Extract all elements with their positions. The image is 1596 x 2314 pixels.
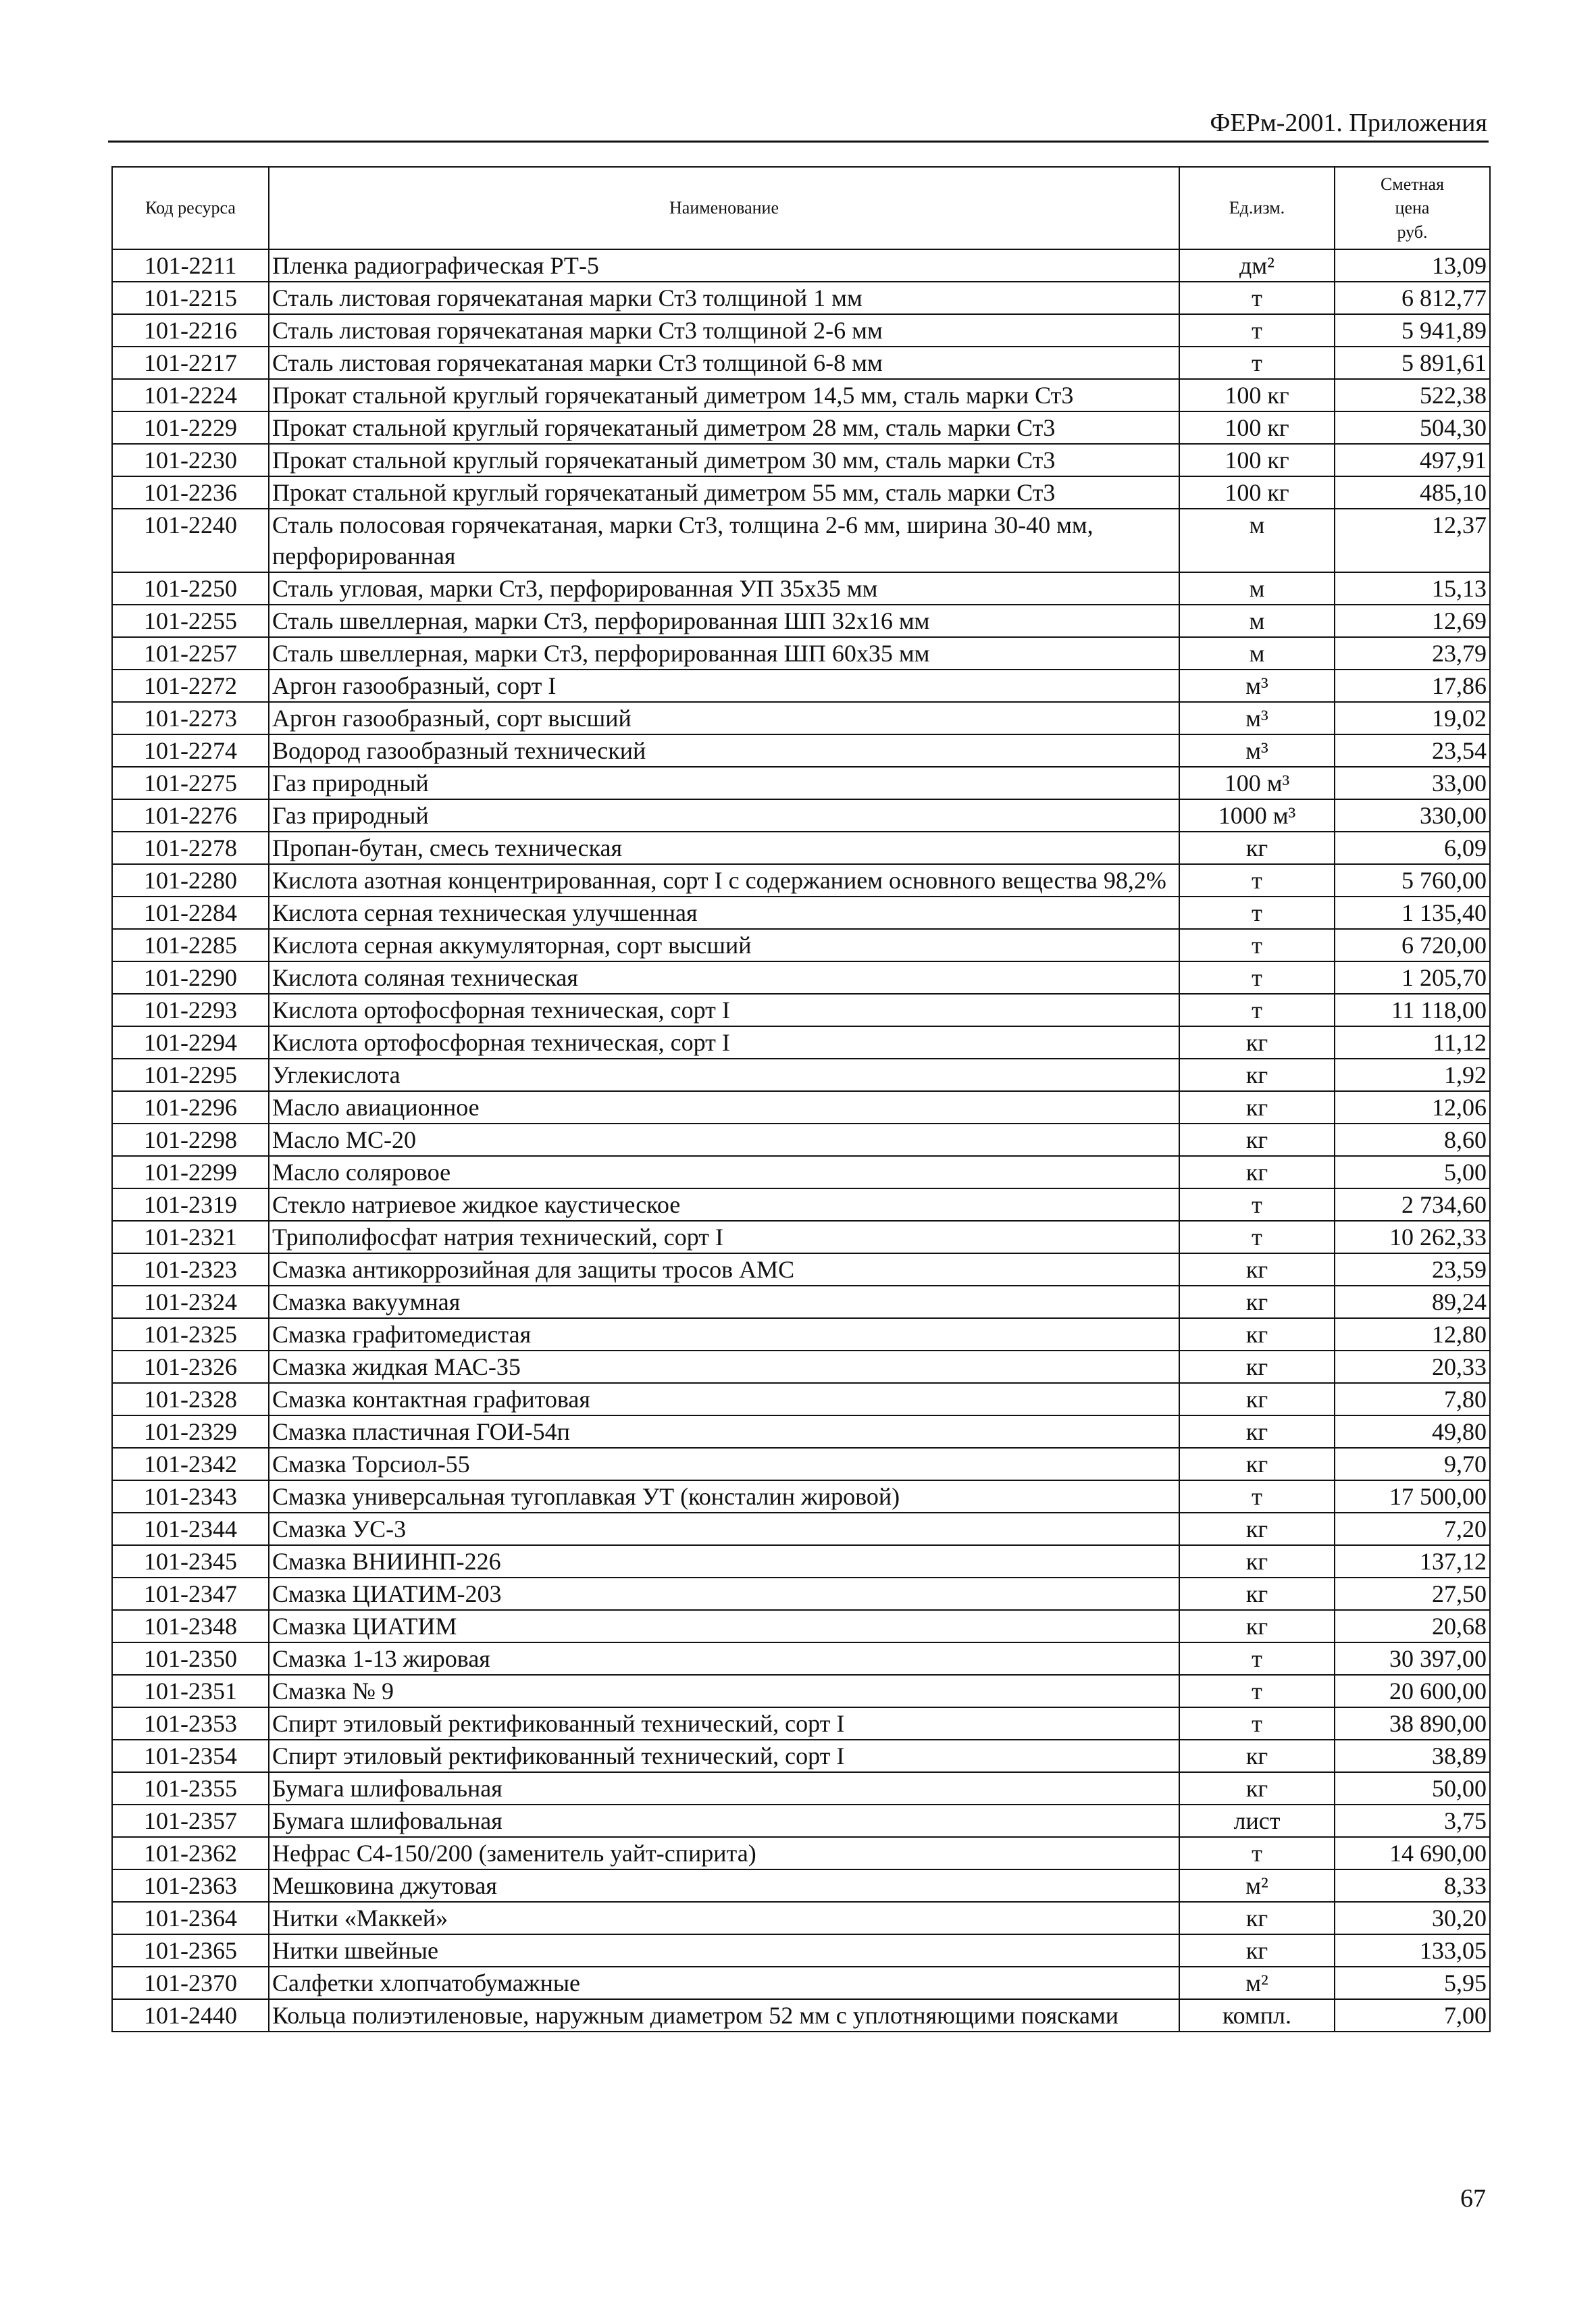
cell-unit: м²: [1179, 1967, 1335, 1999]
table-row: [112, 1091, 1490, 1124]
cell-unit: м: [1179, 572, 1335, 605]
table-row: [112, 1286, 1490, 1318]
table-row: [112, 1059, 1490, 1091]
table-row: [112, 1448, 1490, 1480]
price-header-line1: Сметная: [1380, 174, 1445, 195]
cell-name: Сталь полосовая горячекатаная, марки Ст3, толщина 2-6 мм, ширина 30-40 мм, перфорированная: [269, 509, 1179, 572]
table-row: [112, 1156, 1490, 1188]
table-row: [112, 832, 1490, 864]
table-row: [112, 702, 1490, 734]
cell-price: 20,68: [1335, 1610, 1490, 1642]
cell-price: 13,09: [1335, 249, 1490, 282]
cell-unit: т: [1179, 1707, 1335, 1740]
table-row: [112, 1351, 1490, 1383]
cell-code: 101-2255: [112, 605, 269, 637]
cell-price: 1,92: [1335, 1059, 1490, 1091]
table-row: [112, 347, 1490, 379]
cell-price: 6 812,77: [1335, 282, 1490, 314]
cell-price: 23,79: [1335, 637, 1490, 670]
cell-price: 485,10: [1335, 476, 1490, 509]
table-row: [112, 1837, 1490, 1869]
table-row: [112, 734, 1490, 767]
cell-price: 11 118,00: [1335, 994, 1490, 1026]
cell-unit: кг: [1179, 1415, 1335, 1448]
cell-price: 137,12: [1335, 1545, 1490, 1578]
cell-code: 101-2345: [112, 1545, 269, 1578]
table-row: [112, 444, 1490, 476]
cell-price: 133,05: [1335, 1934, 1490, 1967]
cell-code: 101-2250: [112, 572, 269, 605]
table-row: [112, 994, 1490, 1026]
cell-code: 101-2343: [112, 1480, 269, 1513]
cell-unit: м²: [1179, 1869, 1335, 1902]
cell-code: 101-2230: [112, 444, 269, 476]
table-row: [112, 1707, 1490, 1740]
cell-code: 101-2272: [112, 670, 269, 702]
cell-unit: т: [1179, 994, 1335, 1026]
cell-name: Смазка вакуумная: [269, 1286, 1179, 1318]
cell-price: 5,00: [1335, 1156, 1490, 1188]
cell-price: 7,20: [1335, 1513, 1490, 1545]
cell-price: 20 600,00: [1335, 1675, 1490, 1707]
cell-price: 3,75: [1335, 1805, 1490, 1837]
cell-unit: лист: [1179, 1805, 1335, 1837]
cell-unit: т: [1179, 1642, 1335, 1675]
table-row: [112, 249, 1490, 282]
cell-price: 1 205,70: [1335, 961, 1490, 994]
cell-name: Кислота соляная техническая: [269, 961, 1179, 994]
cell-name: Масло соляровое: [269, 1156, 1179, 1188]
cell-unit: т: [1179, 282, 1335, 314]
cell-name: Пропан-бутан, смесь техническая: [269, 832, 1179, 864]
cell-code: 101-2240: [112, 509, 269, 572]
cell-price: 5 941,89: [1335, 314, 1490, 347]
cell-code: 101-2294: [112, 1026, 269, 1059]
cell-name: Бумага шлифовальная: [269, 1772, 1179, 1805]
cell-code: 101-2274: [112, 734, 269, 767]
cell-name: Стекло натриевое жидкое каустическое: [269, 1188, 1179, 1221]
cell-name: Смазка ВНИИНП-226: [269, 1545, 1179, 1578]
cell-price: 23,54: [1335, 734, 1490, 767]
column-header-unit: Ед.изм.: [1179, 167, 1335, 249]
cell-code: 101-2284: [112, 897, 269, 929]
cell-code: 101-2290: [112, 961, 269, 994]
cell-unit: 100 м³: [1179, 767, 1335, 799]
cell-code: 101-2325: [112, 1318, 269, 1351]
cell-code: 101-2363: [112, 1869, 269, 1902]
cell-unit: кг: [1179, 1026, 1335, 1059]
cell-unit: т: [1179, 929, 1335, 961]
cell-price: 12,80: [1335, 1318, 1490, 1351]
table-header: [112, 167, 1490, 249]
cell-code: 101-2295: [112, 1059, 269, 1091]
table-row: [112, 1545, 1490, 1578]
cell-name: Сталь листовая горячекатаная марки Ст3 толщиной 6-8 мм: [269, 347, 1179, 379]
cell-unit: кг: [1179, 1383, 1335, 1415]
cell-name: Сталь листовая горячекатаная марки Ст3 толщиной 2-6 мм: [269, 314, 1179, 347]
cell-code: 101-2328: [112, 1383, 269, 1415]
cell-price: 330,00: [1335, 799, 1490, 832]
cell-unit: т: [1179, 1188, 1335, 1221]
cell-name: Сталь листовая горячекатаная марки Ст3 толщиной 1 мм: [269, 282, 1179, 314]
cell-price: 497,91: [1335, 444, 1490, 476]
cell-unit: м³: [1179, 734, 1335, 767]
cell-unit: м³: [1179, 702, 1335, 734]
price-header-line3: руб.: [1397, 222, 1428, 242]
cell-unit: кг: [1179, 1448, 1335, 1480]
cell-unit: кг: [1179, 1578, 1335, 1610]
table-row: [112, 1124, 1490, 1156]
cell-name: Сталь швеллерная, марки Ст3, перфорированная ШП 60х35 мм: [269, 637, 1179, 670]
cell-code: 101-2217: [112, 347, 269, 379]
table-row: [112, 1610, 1490, 1642]
cell-price: 5 891,61: [1335, 347, 1490, 379]
cell-unit: дм²: [1179, 249, 1335, 282]
cell-name: Газ природный: [269, 767, 1179, 799]
page-header-title: ФЕРм-2001. Приложения: [1210, 109, 1487, 137]
table-row: [112, 1642, 1490, 1675]
cell-unit: кг: [1179, 1772, 1335, 1805]
cell-code: 101-2211: [112, 249, 269, 282]
table-row: [112, 1967, 1490, 1999]
table-row: [112, 1188, 1490, 1221]
cell-price: 49,80: [1335, 1415, 1490, 1448]
cell-code: 101-2344: [112, 1513, 269, 1545]
table-row: [112, 1513, 1490, 1545]
cell-name: Кислота серная аккумуляторная, сорт высший: [269, 929, 1179, 961]
cell-unit: т: [1179, 961, 1335, 994]
cell-price: 10 262,33: [1335, 1221, 1490, 1253]
cell-price: 38,89: [1335, 1740, 1490, 1772]
cell-unit: кг: [1179, 1059, 1335, 1091]
cell-name: Нитки «Маккей»: [269, 1902, 1179, 1934]
cell-name: Аргон газообразный, сорт I: [269, 670, 1179, 702]
cell-price: 6,09: [1335, 832, 1490, 864]
cell-unit: кг: [1179, 1610, 1335, 1642]
cell-name: Прокат стальной круглый горячекатаный диметром 30 мм, сталь марки Ст3: [269, 444, 1179, 476]
table-row: [112, 1772, 1490, 1805]
cell-unit: т: [1179, 347, 1335, 379]
cell-unit: т: [1179, 314, 1335, 347]
cell-name: Прокат стальной круглый горячекатаный диметром 28 мм, сталь марки Ст3: [269, 411, 1179, 444]
cell-code: 101-2354: [112, 1740, 269, 1772]
cell-code: 101-2236: [112, 476, 269, 509]
cell-unit: кг: [1179, 1740, 1335, 1772]
header-divider: [108, 141, 1489, 143]
cell-name: Кислота серная техническая улучшенная: [269, 897, 1179, 929]
cell-price: 89,24: [1335, 1286, 1490, 1318]
cell-unit: 100 кг: [1179, 476, 1335, 509]
cell-name: Кислота ортофосфорная техническая, сорт I: [269, 994, 1179, 1026]
cell-code: 101-2324: [112, 1286, 269, 1318]
cell-code: 101-2224: [112, 379, 269, 411]
table-row: [112, 1675, 1490, 1707]
cell-name: Смазка Торсиол-55: [269, 1448, 1179, 1480]
table-row: [112, 509, 1490, 572]
cell-name: Газ природный: [269, 799, 1179, 832]
column-header-price: [1335, 167, 1490, 249]
cell-unit: кг: [1179, 1253, 1335, 1286]
cell-unit: 100 кг: [1179, 411, 1335, 444]
cell-code: 101-2296: [112, 1091, 269, 1124]
table-row: [112, 670, 1490, 702]
table-row: [112, 799, 1490, 832]
table-row: [112, 1902, 1490, 1934]
cell-price: 27,50: [1335, 1578, 1490, 1610]
cell-code: 101-2351: [112, 1675, 269, 1707]
cell-price: 504,30: [1335, 411, 1490, 444]
cell-name: Смазка антикоррозийная для защиты тросов АМС: [269, 1253, 1179, 1286]
cell-name: Углекислота: [269, 1059, 1179, 1091]
cell-name: Смазка пластичная ГОИ-54п: [269, 1415, 1179, 1448]
cell-name: Бумага шлифовальная: [269, 1805, 1179, 1837]
cell-code: 101-2353: [112, 1707, 269, 1740]
cell-unit: кг: [1179, 1351, 1335, 1383]
cell-name: Смазка ЦИАТИМ-203: [269, 1578, 1179, 1610]
table-row: [112, 1805, 1490, 1837]
cell-code: 101-2298: [112, 1124, 269, 1156]
cell-code: 101-2293: [112, 994, 269, 1026]
cell-code: 101-2326: [112, 1351, 269, 1383]
cell-name: Смазка ЦИАТИМ: [269, 1610, 1179, 1642]
table-row: [112, 1221, 1490, 1253]
cell-unit: кг: [1179, 1545, 1335, 1578]
cell-price: 2 734,60: [1335, 1188, 1490, 1221]
cell-price: 11,12: [1335, 1026, 1490, 1059]
cell-name: Спирт этиловый ректификованный технический, сорт I: [269, 1740, 1179, 1772]
cell-name: Кислота ортофосфорная техническая, сорт I: [269, 1026, 1179, 1059]
cell-code: 101-2329: [112, 1415, 269, 1448]
cell-code: 101-2276: [112, 799, 269, 832]
cell-unit: т: [1179, 864, 1335, 897]
cell-code: 101-2229: [112, 411, 269, 444]
cell-name: Мешковина джутовая: [269, 1869, 1179, 1902]
cell-code: 101-2216: [112, 314, 269, 347]
table-row: [112, 605, 1490, 637]
column-header-code: Код ресурса: [112, 167, 269, 249]
cell-price: 33,00: [1335, 767, 1490, 799]
cell-code: 101-2299: [112, 1156, 269, 1188]
cell-unit: 1000 м³: [1179, 799, 1335, 832]
cell-unit: м: [1179, 605, 1335, 637]
cell-unit: кг: [1179, 1124, 1335, 1156]
cell-name: Смазка УС-3: [269, 1513, 1179, 1545]
cell-price: 38 890,00: [1335, 1707, 1490, 1740]
cell-code: 101-2273: [112, 702, 269, 734]
cell-price: 19,02: [1335, 702, 1490, 734]
cell-price: 50,00: [1335, 1772, 1490, 1805]
cell-name: Масло авиационное: [269, 1091, 1179, 1124]
cell-price: 12,69: [1335, 605, 1490, 637]
cell-price: 23,59: [1335, 1253, 1490, 1286]
cell-name: Смазка графитомедистая: [269, 1318, 1179, 1351]
table-header-row: [112, 167, 1490, 249]
cell-unit: м: [1179, 637, 1335, 670]
cell-code: 101-2370: [112, 1967, 269, 1999]
cell-price: 17,86: [1335, 670, 1490, 702]
cell-unit: кг: [1179, 1318, 1335, 1351]
cell-code: 101-2348: [112, 1610, 269, 1642]
price-header-line2: цена: [1395, 198, 1430, 218]
table-row: [112, 637, 1490, 670]
cell-name: Салфетки хлопчатобумажные: [269, 1967, 1179, 1999]
cell-unit: т: [1179, 1675, 1335, 1707]
cell-price: 522,38: [1335, 379, 1490, 411]
table-body: [112, 249, 1490, 2032]
cell-code: 101-2342: [112, 1448, 269, 1480]
cell-code: 101-2355: [112, 1772, 269, 1805]
cell-name: Нитки швейные: [269, 1934, 1179, 1967]
table-row: [112, 897, 1490, 929]
cell-name: Смазка 1-13 жировая: [269, 1642, 1179, 1675]
cell-price: 6 720,00: [1335, 929, 1490, 961]
cell-unit: кг: [1179, 1513, 1335, 1545]
cell-name: Сталь швеллерная, марки Ст3, перфорированная ШП 32х16 мм: [269, 605, 1179, 637]
table-row: [112, 572, 1490, 605]
table-row: [112, 1318, 1490, 1351]
table-row: [112, 1383, 1490, 1415]
cell-unit: кг: [1179, 1156, 1335, 1188]
table-row: [112, 1740, 1490, 1772]
cell-price: 5 760,00: [1335, 864, 1490, 897]
cell-name: Кольца полиэтиленовые, наружным диаметром 52 мм с уплотняющими поясками: [269, 1999, 1179, 2032]
cell-unit: м: [1179, 509, 1335, 572]
cell-name: Сталь угловая, марки Ст3, перфорированная УП 35х35 мм: [269, 572, 1179, 605]
table-row: [112, 1480, 1490, 1513]
cell-code: 101-2365: [112, 1934, 269, 1967]
table-row: [112, 767, 1490, 799]
table-row: [112, 314, 1490, 347]
cell-unit: кг: [1179, 832, 1335, 864]
cell-price: 9,70: [1335, 1448, 1490, 1480]
cell-unit: кг: [1179, 1902, 1335, 1934]
cell-code: 101-2215: [112, 282, 269, 314]
cell-unit: т: [1179, 1480, 1335, 1513]
cell-code: 101-2280: [112, 864, 269, 897]
cell-price: 8,60: [1335, 1124, 1490, 1156]
resource-price-table: [111, 166, 1491, 2032]
cell-price: 12,37: [1335, 509, 1490, 572]
table-row: [112, 1415, 1490, 1448]
cell-code: 101-2362: [112, 1837, 269, 1869]
cell-code: 101-2319: [112, 1188, 269, 1221]
cell-price: 30 397,00: [1335, 1642, 1490, 1675]
cell-unit: кг: [1179, 1934, 1335, 1967]
cell-name: Спирт этиловый ректификованный технический, сорт I: [269, 1707, 1179, 1740]
cell-name: Водород газообразный технический: [269, 734, 1179, 767]
cell-unit: кг: [1179, 1286, 1335, 1318]
table-row: [112, 1253, 1490, 1286]
cell-unit: 100 кг: [1179, 379, 1335, 411]
table-row: [112, 379, 1490, 411]
cell-code: 101-2323: [112, 1253, 269, 1286]
cell-code: 101-2285: [112, 929, 269, 961]
cell-price: 17 500,00: [1335, 1480, 1490, 1513]
cell-name: Смазка контактная графитовая: [269, 1383, 1179, 1415]
cell-code: 101-2350: [112, 1642, 269, 1675]
cell-code: 101-2278: [112, 832, 269, 864]
cell-price: 8,33: [1335, 1869, 1490, 1902]
table-row: [112, 929, 1490, 961]
cell-price: 5,95: [1335, 1967, 1490, 1999]
table-row: [112, 1578, 1490, 1610]
table-row: [112, 282, 1490, 314]
cell-code: 101-2440: [112, 1999, 269, 2032]
cell-price: 7,00: [1335, 1999, 1490, 2032]
cell-code: 101-2275: [112, 767, 269, 799]
cell-price: 1 135,40: [1335, 897, 1490, 929]
cell-price: 12,06: [1335, 1091, 1490, 1124]
table-row: [112, 476, 1490, 509]
cell-code: 101-2347: [112, 1578, 269, 1610]
cell-name: Нефрас С4-150/200 (заменитель уайт-спирита): [269, 1837, 1179, 1869]
cell-name: Прокат стальной круглый горячекатаный диметром 55 мм, сталь марки Ст3: [269, 476, 1179, 509]
table-row: [112, 1869, 1490, 1902]
table-row: [112, 411, 1490, 444]
cell-name: Пленка радиографическая РТ-5: [269, 249, 1179, 282]
cell-code: 101-2364: [112, 1902, 269, 1934]
column-header-name: Наименование: [269, 167, 1179, 249]
cell-name: Смазка жидкая МАС-35: [269, 1351, 1179, 1383]
cell-unit: 100 кг: [1179, 444, 1335, 476]
page-number: 67: [1460, 2184, 1486, 2213]
cell-code: 101-2357: [112, 1805, 269, 1837]
cell-unit: компл.: [1179, 1999, 1335, 2032]
cell-name: Смазка № 9: [269, 1675, 1179, 1707]
cell-name: Смазка универсальная тугоплавкая УТ (консталин жировой): [269, 1480, 1179, 1513]
cell-unit: кг: [1179, 1091, 1335, 1124]
table-row: [112, 1026, 1490, 1059]
table-row: [112, 1934, 1490, 1967]
cell-name: Аргон газообразный, сорт высший: [269, 702, 1179, 734]
cell-price: 14 690,00: [1335, 1837, 1490, 1869]
table-row: [112, 864, 1490, 897]
cell-unit: м³: [1179, 670, 1335, 702]
cell-code: 101-2257: [112, 637, 269, 670]
cell-name: Прокат стальной круглый горячекатаный диметром 14,5 мм, сталь марки Ст3: [269, 379, 1179, 411]
cell-unit: т: [1179, 1221, 1335, 1253]
cell-price: 20,33: [1335, 1351, 1490, 1383]
table-row: [112, 961, 1490, 994]
cell-name: Масло МС-20: [269, 1124, 1179, 1156]
cell-unit: т: [1179, 897, 1335, 929]
table-row: [112, 1999, 1490, 2032]
cell-name: Триполифосфат натрия технический, сорт I: [269, 1221, 1179, 1253]
cell-unit: т: [1179, 1837, 1335, 1869]
cell-price: 7,80: [1335, 1383, 1490, 1415]
cell-price: 30,20: [1335, 1902, 1490, 1934]
cell-code: 101-2321: [112, 1221, 269, 1253]
cell-name: Кислота азотная концентрированная, сорт I с содержанием основного вещества 98,2%: [269, 864, 1179, 897]
cell-price: 15,13: [1335, 572, 1490, 605]
